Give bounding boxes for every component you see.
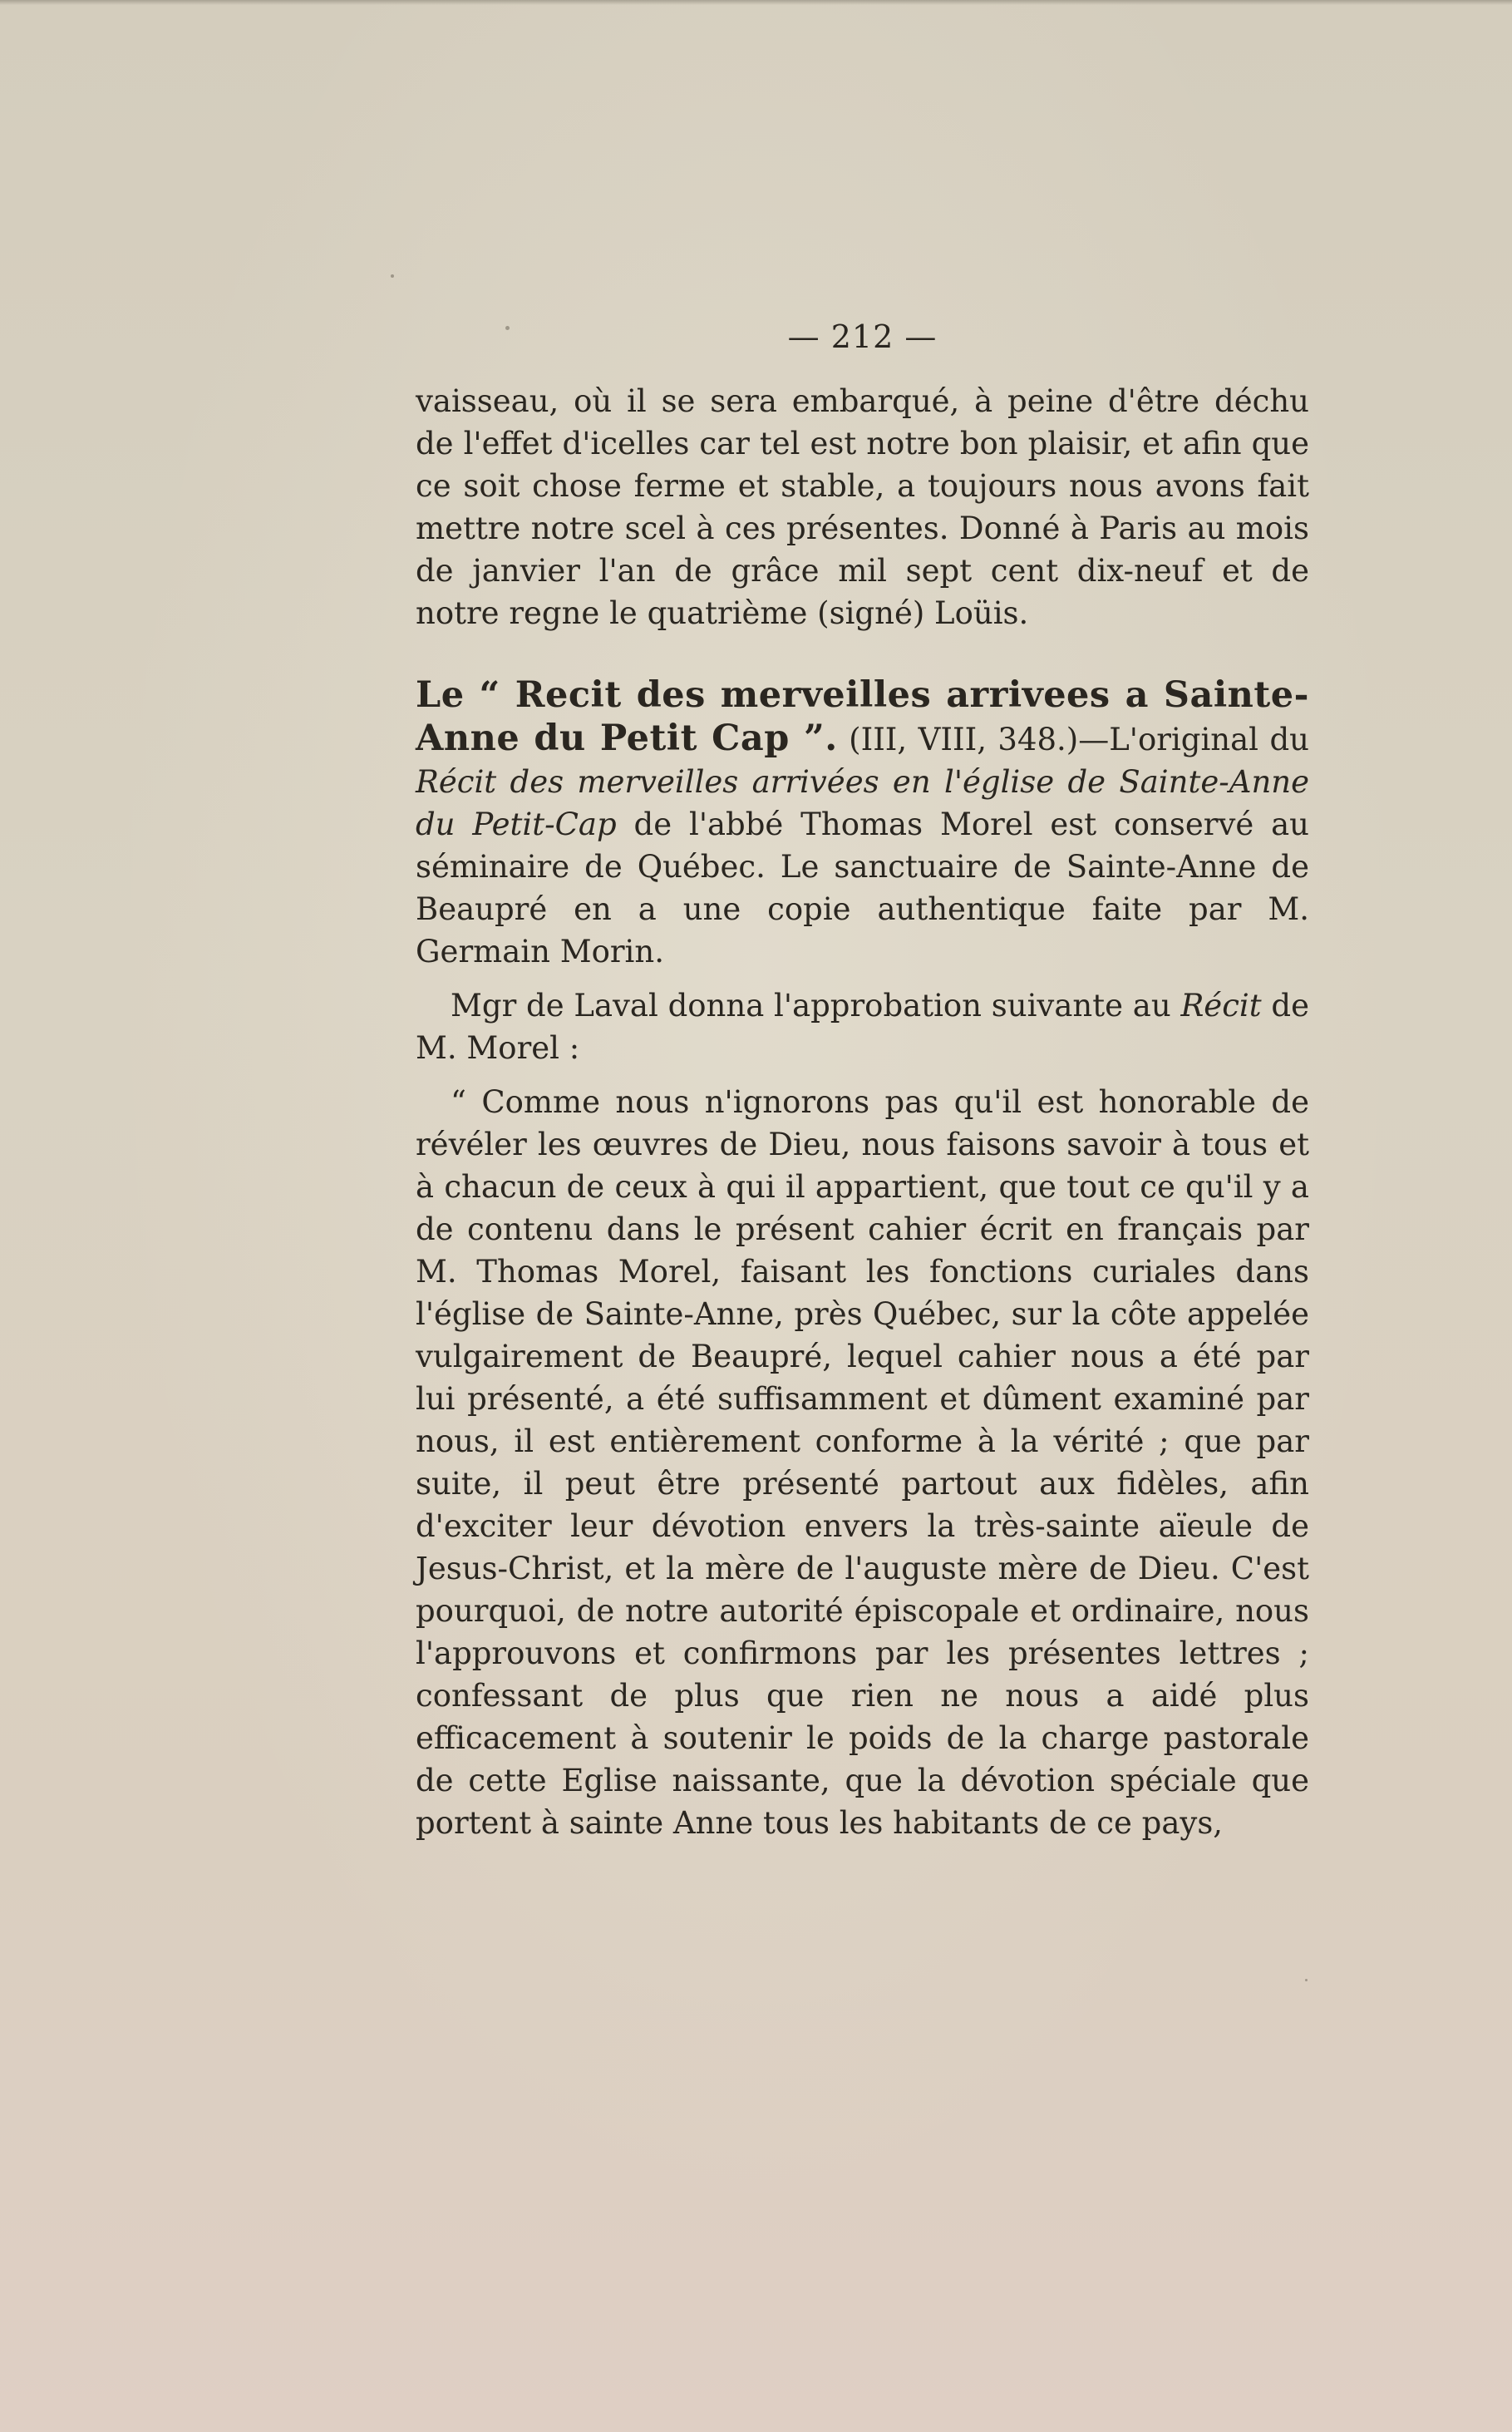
paper-speck (1305, 1979, 1308, 1981)
text-block (416, 316, 1309, 1844)
page-number: — 212 — (787, 318, 938, 355)
paragraph-continuation: vaisseau, où il se sera embarqué, à peine d'être déchu de l'effet d'icelles car tel est notre bon plaisir, et afin que ce soit chose ferme et stable, a toujours nous avons fait mettre notre scel à ces présentes. Donné à Paris au mois de janvier l'an de grâce mil sept cent dix-neuf et de notre regne le quatrième (signé) Loüis. (416, 383, 1309, 631)
paper-speck (391, 274, 394, 278)
section-heading: Le “ Recit des merveilles arrivees a Sainte-Anne du Petit Cap ”. (416, 674, 1309, 759)
section-italic-title: Récit des merveilles arrivées en l'église de Sainte-Anne du Petit-Cap (416, 764, 1309, 842)
approbation-quote-paragraph: “ Comme nous n'ignorons pas qu'il est honorable de révéler les œuvres de Dieu, nous faisons savoir à tous et à chacun de ceux à qui il appartient, que tout ce qu'il y a de contenu dans le présent cahier écrit en français par M. Thomas Morel, faisant les fonctions curiales dans l'église de Sainte-Anne, près Québec, sur la côte appelée vulgairement de Beaupré, lequel cahier nous a été par lui présenté, a été suffisamment et dûment examiné par nous, il est entièrement conforme à la vérité ; que par suite, il peut être présenté partout aux fidèles, afin d'exciter leur dévotion envers la très-sainte aïeule de Jesus-Christ, et la mère de l'auguste mère de Dieu. C'est pourquoi, de notre autorité épiscopale et ordinaire, nous l'approuvons et confirmons par les présentes lettres ; confessant de plus que rien ne nous a aidé plus efficacement à soutenir le poids de la charge pastorale de cette Eglise naissante, que la dévotion spéciale que portent à sainte Anne tous les habitants de ce pays, (416, 1084, 1309, 1841)
approbation-intro-after: de M. Morel : (416, 988, 1310, 1066)
section-paragraph (416, 674, 1309, 973)
section-text: de l'abbé Thomas Morel est conservé au séminaire de Québec. Le sanctuaire de Sainte-Anne de Beaupré en a une copie authentique faite par M. Germain Morin. (416, 807, 1309, 969)
section-reference: (III, VIII, 348.)—L'original du (837, 722, 1309, 757)
page-top-edge (0, 0, 1512, 5)
approbation-intro-italic: Récit (1180, 988, 1262, 1024)
approbation-intro-text: Mgr de Laval donna l'approbation suivante au (451, 988, 1181, 1024)
approbation-intro-paragraph (416, 984, 1309, 1069)
